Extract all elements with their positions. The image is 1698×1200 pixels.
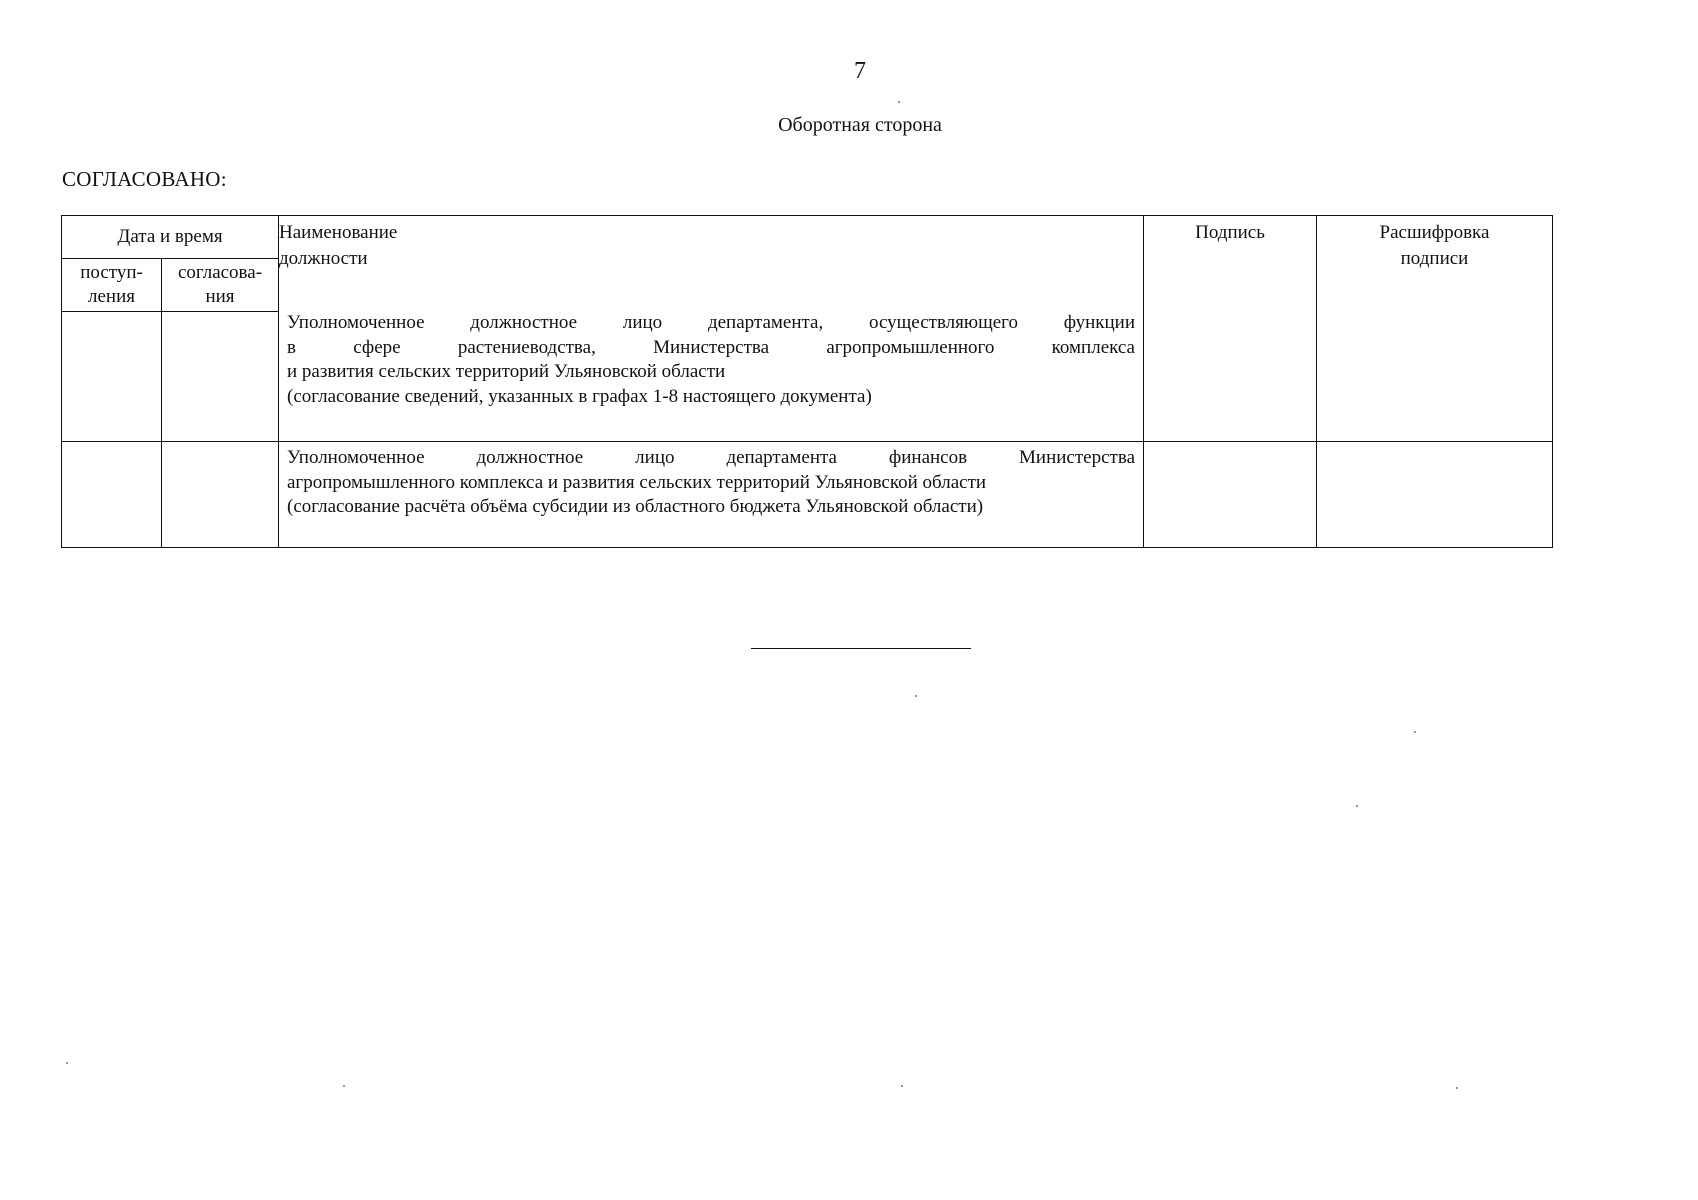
header-approved-line1: согласова- xyxy=(177,262,263,283)
page-subtitle: Оборотная сторона xyxy=(778,114,942,136)
header-received xyxy=(62,259,162,312)
header-received-line2: ления xyxy=(88,285,135,307)
header-date-time: Дата и время xyxy=(62,216,279,259)
scan-speck xyxy=(1456,1087,1458,1089)
scan-speck xyxy=(915,695,917,697)
scan-speck xyxy=(343,1085,345,1087)
header-position xyxy=(279,216,1143,310)
row2-line: агропромышленного комплекса и развития сельских территорий Ульяновской области xyxy=(287,471,987,493)
header-received-line1: поступ- xyxy=(80,262,143,283)
approval-table xyxy=(61,215,1553,548)
header-approved-line2: ния xyxy=(205,285,235,307)
page-number: 7 xyxy=(854,58,866,84)
row2-decoding xyxy=(1317,442,1553,548)
scan-speck xyxy=(901,1085,903,1087)
header-position-and-row1 xyxy=(279,216,1144,442)
row1-position-text xyxy=(279,310,1143,410)
row1-approved-date xyxy=(162,312,279,442)
closing-rule xyxy=(751,648,971,649)
header-position-line2: должности xyxy=(279,247,368,269)
row2-line: Уполномоченное должностное лицо департамента финансов Министерства xyxy=(287,447,1135,468)
row2-signature xyxy=(1144,442,1317,548)
header-approved xyxy=(162,259,279,312)
row1-line: и развития сельских территорий Ульяновской области xyxy=(287,361,726,383)
scan-speck xyxy=(66,1062,68,1064)
row1-received-date xyxy=(62,312,162,442)
row1-line: Уполномоченное должностное лицо департамента, осуществляющего функции xyxy=(287,312,1135,333)
row1-line: (согласование сведений, указанных в графах 1-8 настоящего документа) xyxy=(287,386,872,408)
header-signature: Подпись xyxy=(1144,216,1317,442)
row2-line: (согласование расчёта объёма субсидии из областного бюджета Ульяновской области) xyxy=(287,496,984,518)
header-decoding-line2: подписи xyxy=(1400,247,1469,269)
scan-speck xyxy=(898,101,900,103)
agreed-label: СОГЛАСОВАНО: xyxy=(62,167,227,191)
row2-position-text xyxy=(279,442,1144,548)
header-decoding xyxy=(1317,216,1553,442)
header-position-line1: Наименование xyxy=(279,222,398,243)
scan-speck xyxy=(1414,731,1416,733)
row2-received-date xyxy=(62,442,162,548)
scan-speck xyxy=(1356,805,1358,807)
header-decoding-line1: Расшифровка xyxy=(1379,222,1490,243)
row2-approved-date xyxy=(162,442,279,548)
row1-line: в сфере растениеводства, Министерства агропромышленного комплекса xyxy=(287,336,1135,358)
